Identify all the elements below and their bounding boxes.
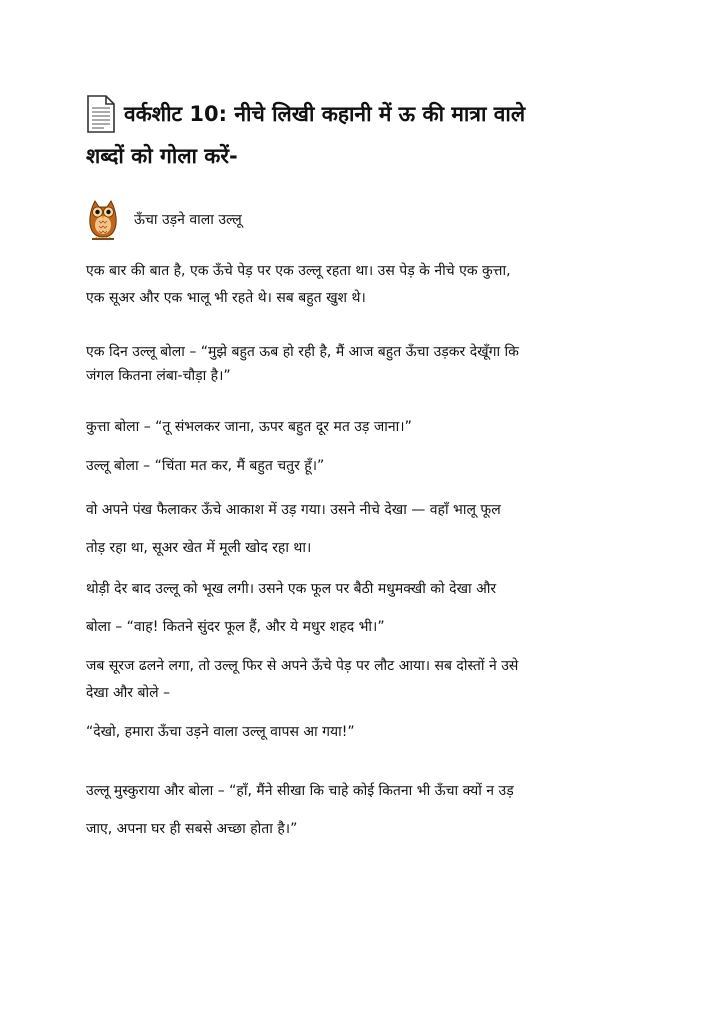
story-heading	[86, 196, 242, 242]
paragraph-line: देखा और बोले –	[86, 685, 171, 701]
paragraph-line: एक बार की बात है, एक ऊँचे पेड़ पर एक उल्लू रहता था। उस पेड़ के नीचे एक कुत्ता,	[86, 263, 511, 279]
paragraph-line: वो अपने पंख फैलाकर ऊँचे आकाश में उड़ गया। उसने नीचे देखा — वहाँ भालू फूल	[86, 502, 501, 518]
document-icon	[86, 94, 116, 134]
paragraph-1	[86, 258, 646, 312]
worksheet-title	[86, 92, 646, 176]
paragraph-6	[86, 570, 646, 646]
title-text-line-2: शब्दों को गोला करें-	[86, 144, 238, 168]
paragraph-line: एक सूअर और एक भालू भी रहते थे। सब बहुत खुश थे।	[86, 290, 366, 306]
paragraph-line: उल्लू मुस्कुराया और बोला – “हाँ, मैंने सीखा कि चाहे कोई कितना भी ऊँचा क्यों न उड़	[86, 783, 514, 799]
paragraph-5	[86, 491, 646, 567]
title-line-1	[86, 92, 646, 136]
paragraph-9	[86, 772, 646, 848]
paragraph-7	[86, 653, 646, 707]
owl-icon	[86, 197, 120, 241]
paragraph-line: “देखो, हमारा ऊँचा उड़ने वाला उल्लू वापस आ गया!”	[86, 724, 355, 740]
paragraph-line: जब सूरज ढलने लगा, तो उल्लू फिर से अपने ऊँचे पेड़ पर लौट आया। सब दोस्तों ने उसे	[86, 658, 519, 674]
paragraph-line: जाए, अपना घर ही सबसे अच्छा होता है।”	[86, 821, 298, 837]
paragraph-line: एक दिन उल्लू बोला – “मुझे बहुत ऊब हो रही है, मैं आज बहुत ऊँचा उड़कर देखूँगा कि	[86, 344, 519, 360]
paragraph-8	[86, 718, 646, 746]
paragraph-3	[86, 414, 646, 440]
paragraph-line: थोड़ी देर बाद उल्लू को भूख लगी। उसने एक फूल पर बैठी मधुमक्खी को देखा और	[86, 581, 497, 597]
story-title: ऊँचा उड़ने वाला उल्लू	[134, 211, 242, 228]
title-text-line-1: वर्कशीट 10: नीचे लिखी कहानी में ऊ की मात्रा वाले	[124, 102, 526, 126]
paragraph-line: कुत्ता बोला – “तू संभलकर जाना, ऊपर बहुत दूर मत उड़ जाना।”	[86, 419, 412, 435]
paragraph-line: तोड़ रहा था, सूअर खेत में मूली खोद रहा था।	[86, 540, 312, 556]
paragraph-4	[86, 453, 646, 479]
paragraph-line: बोला – “वाह! कितने सुंदर फूल हैं, और ये मधुर शहद भी।”	[86, 619, 385, 635]
paragraph-line: जंगल कितना लंबा-चौड़ा है।”	[86, 368, 231, 384]
paragraph-line: उल्लू बोला – “चिंता मत कर, मैं बहुत चतुर हूँ।”	[86, 458, 325, 474]
paragraph-2	[86, 340, 646, 388]
